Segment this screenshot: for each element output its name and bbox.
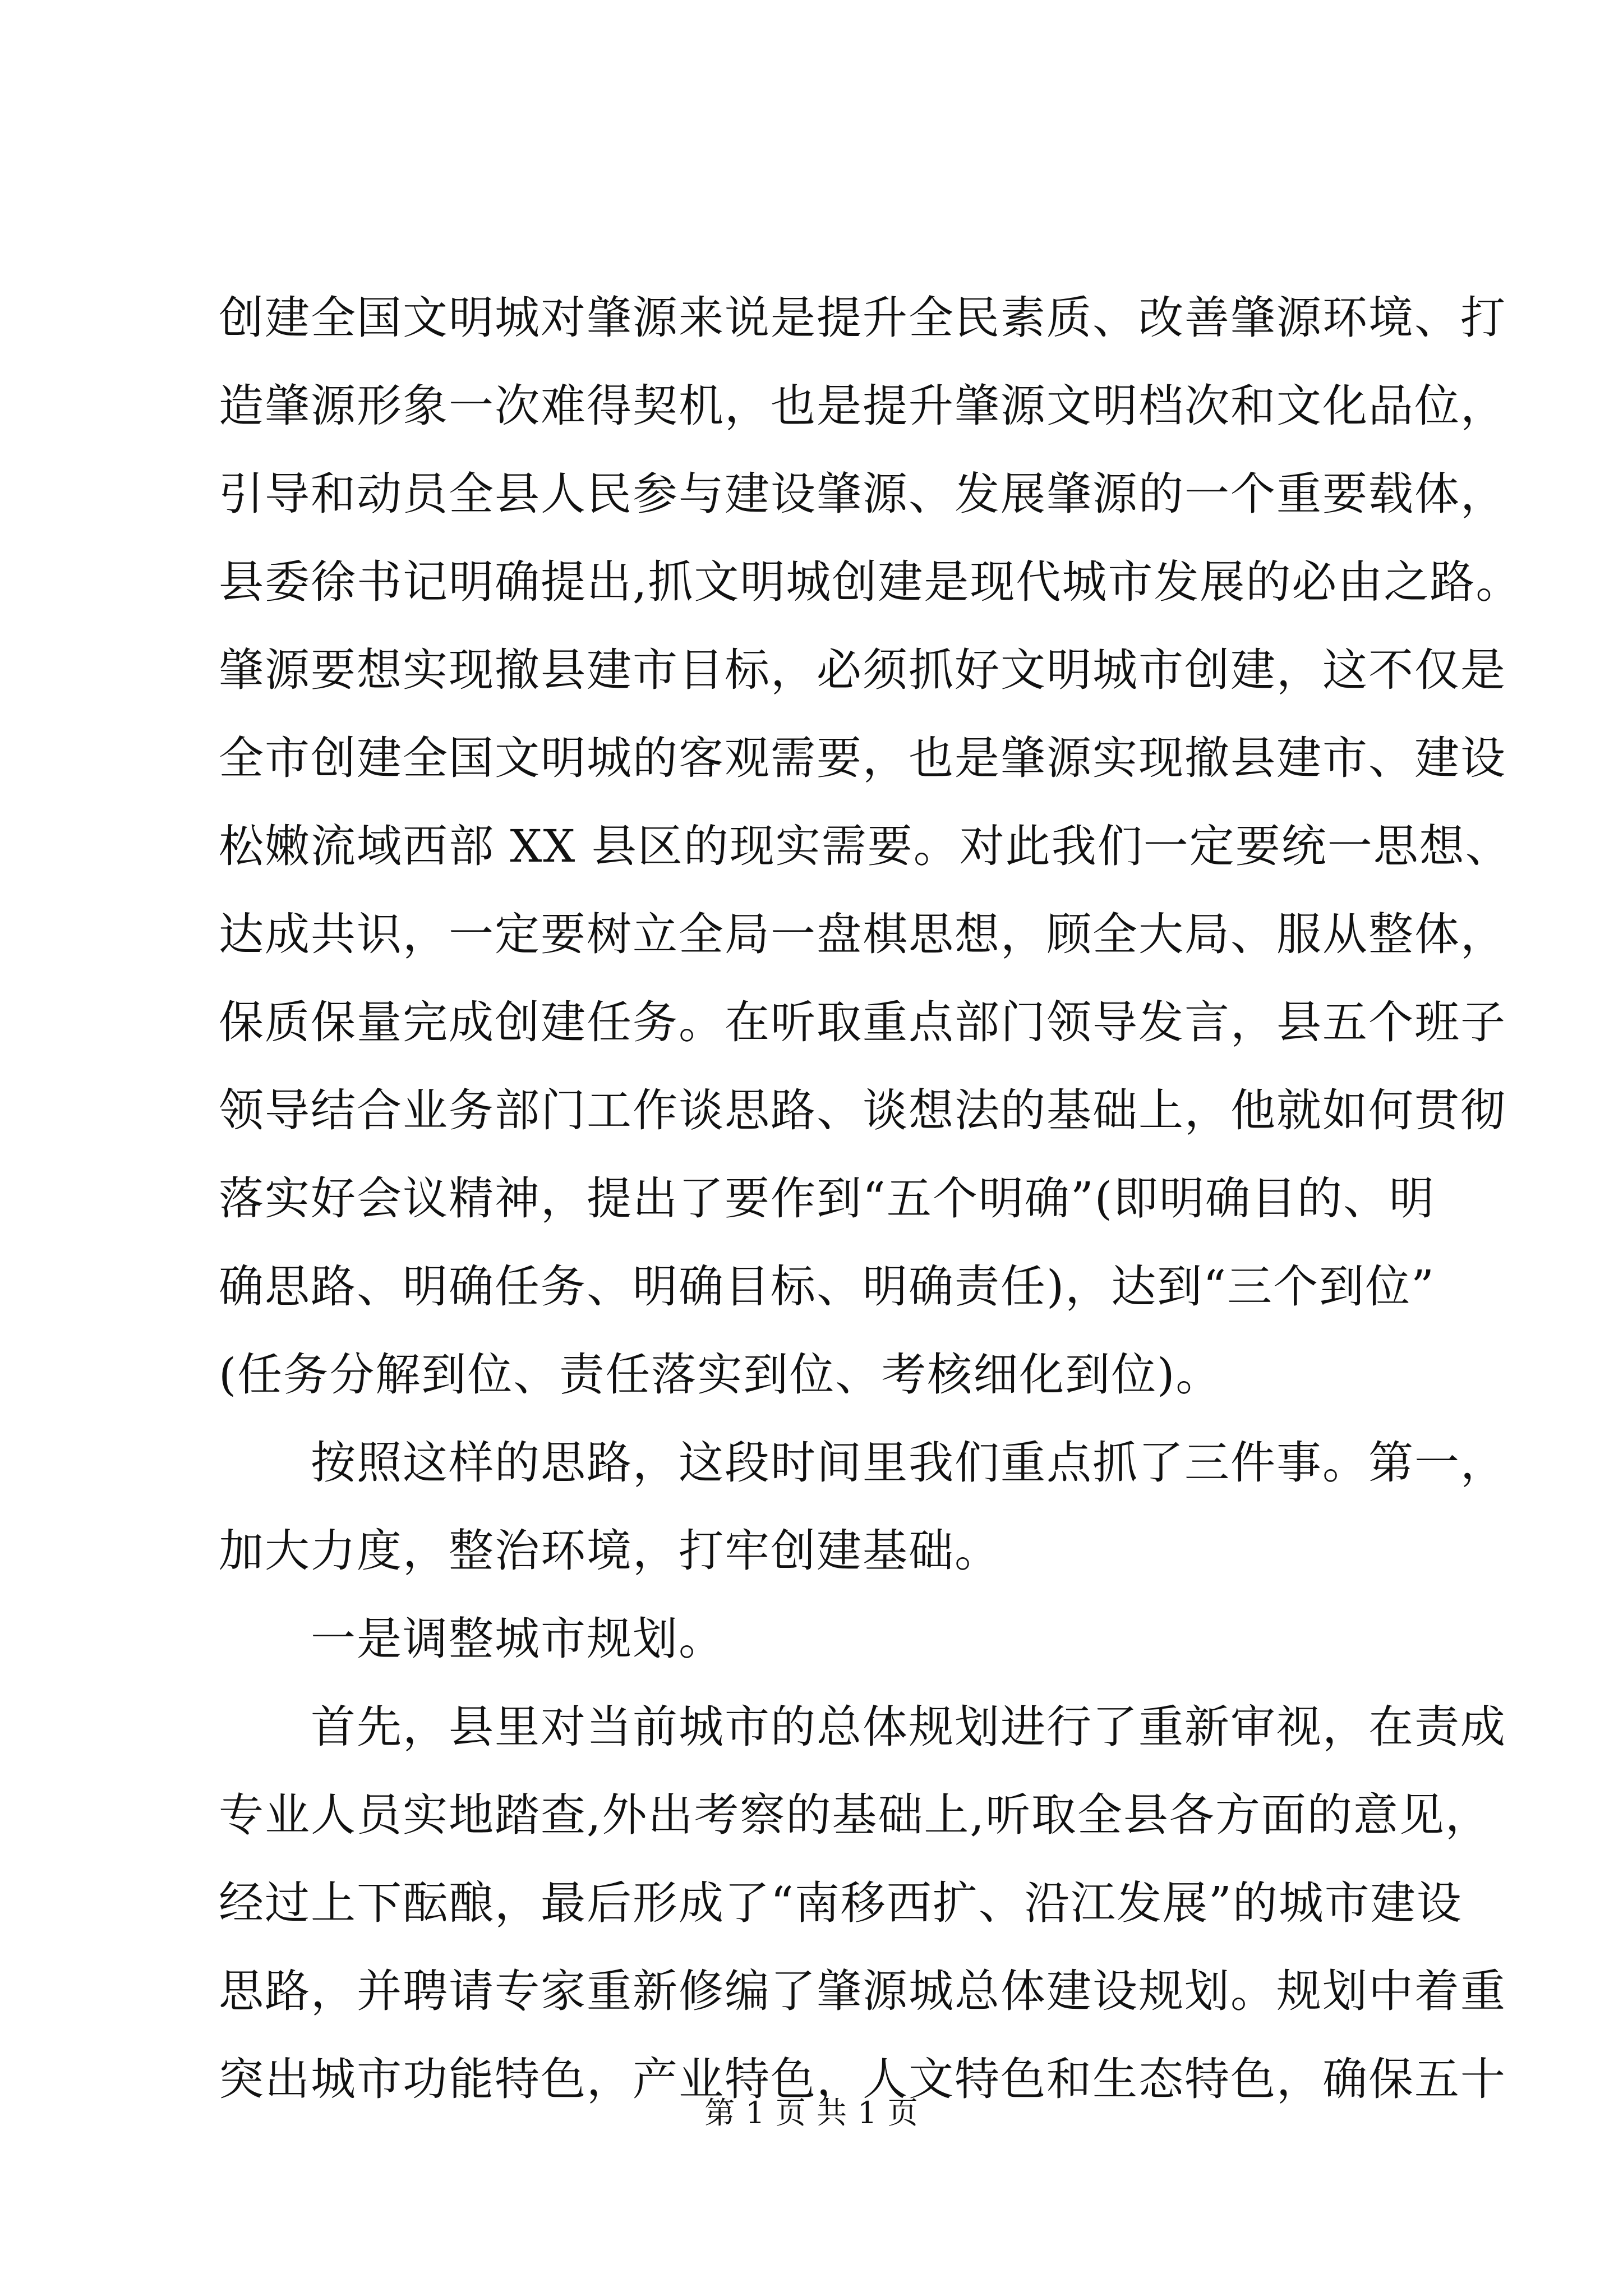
text-line: 松嫩流域西部 XX 县区的现实需要。对此我们一定要统一思想、 bbox=[219, 820, 1511, 872]
text-line: 经过上下酝酿，最后形成了“南移西扩、沿江发展”的城市建设 bbox=[219, 1877, 1463, 1929]
text-line: 领导结合业务部门工作谈思路、谈想法的基础上，他就如何贯彻 bbox=[219, 1084, 1506, 1137]
text-line: 加大力度，整治环境，打牢创建基础。 bbox=[219, 1525, 1000, 1577]
text-line: 落实好会议精神，提出了要作到“五个明确”(即明确目的、明 bbox=[219, 1172, 1436, 1225]
text-line: 创建全国文明城对肇源来说是提升全民素质、改善肇源环境、打 bbox=[219, 292, 1506, 344]
text-line: 县委徐书记明确提出,抓文明城创建是现代城市发展的必由之路。 bbox=[219, 556, 1522, 608]
page-footer bbox=[0, 2093, 1623, 2133]
text-line: 达成共识，一定要树立全局一盘棋思想，顾全大局、服从整体， bbox=[219, 908, 1506, 960]
text-line: 保质保量完成创建任务。在听取重点部门领导发言，县五个班子 bbox=[219, 996, 1506, 1048]
text-line: 引导和动员全县人民参与建设肇源、发展肇源的一个重要载体， bbox=[219, 468, 1506, 520]
text-line: 突出城市功能特色，产业特色，人文特色和生态特色，确保五十 bbox=[219, 2053, 1506, 2105]
text-line: 确思路、明确任务、明确目标、明确责任)，达到“三个到位” bbox=[219, 1260, 1436, 1313]
paragraph-start-line: 按照这样的思路，这段时间里我们重点抓了三件事。第一， bbox=[311, 1437, 1506, 1489]
paragraph-start-line: 首先，县里对当前城市的总体规划进行了重新审视，在责成 bbox=[311, 1701, 1506, 1753]
text-line: 肇源要想实现撤县建市目标，必须抓好文明城市创建，这不仅是 bbox=[219, 644, 1506, 696]
text-line: 全市创建全国文明城的客观需要，也是肇源实现撤县建市、建设 bbox=[219, 732, 1506, 784]
text-line: (任务分解到位、责任落实到位、考核细化到位)。 bbox=[219, 1349, 1222, 1401]
section-heading: 一是调整城市规划。 bbox=[311, 1613, 725, 1665]
text-line: 专业人员实地踏查,外出考察的基础上,听取全县各方面的意见， bbox=[219, 1789, 1491, 1841]
text-line: 思路，并聘请专家重新修编了肇源城总体建设规划。规划中着重 bbox=[219, 1965, 1506, 2017]
body-text bbox=[219, 274, 1522, 2123]
page-number-label: 第 1 页 共 1 页 bbox=[704, 2095, 919, 2131]
text-line: 造肇源形象一次难得契机，也是提升肇源文明档次和文化品位， bbox=[219, 380, 1506, 432]
